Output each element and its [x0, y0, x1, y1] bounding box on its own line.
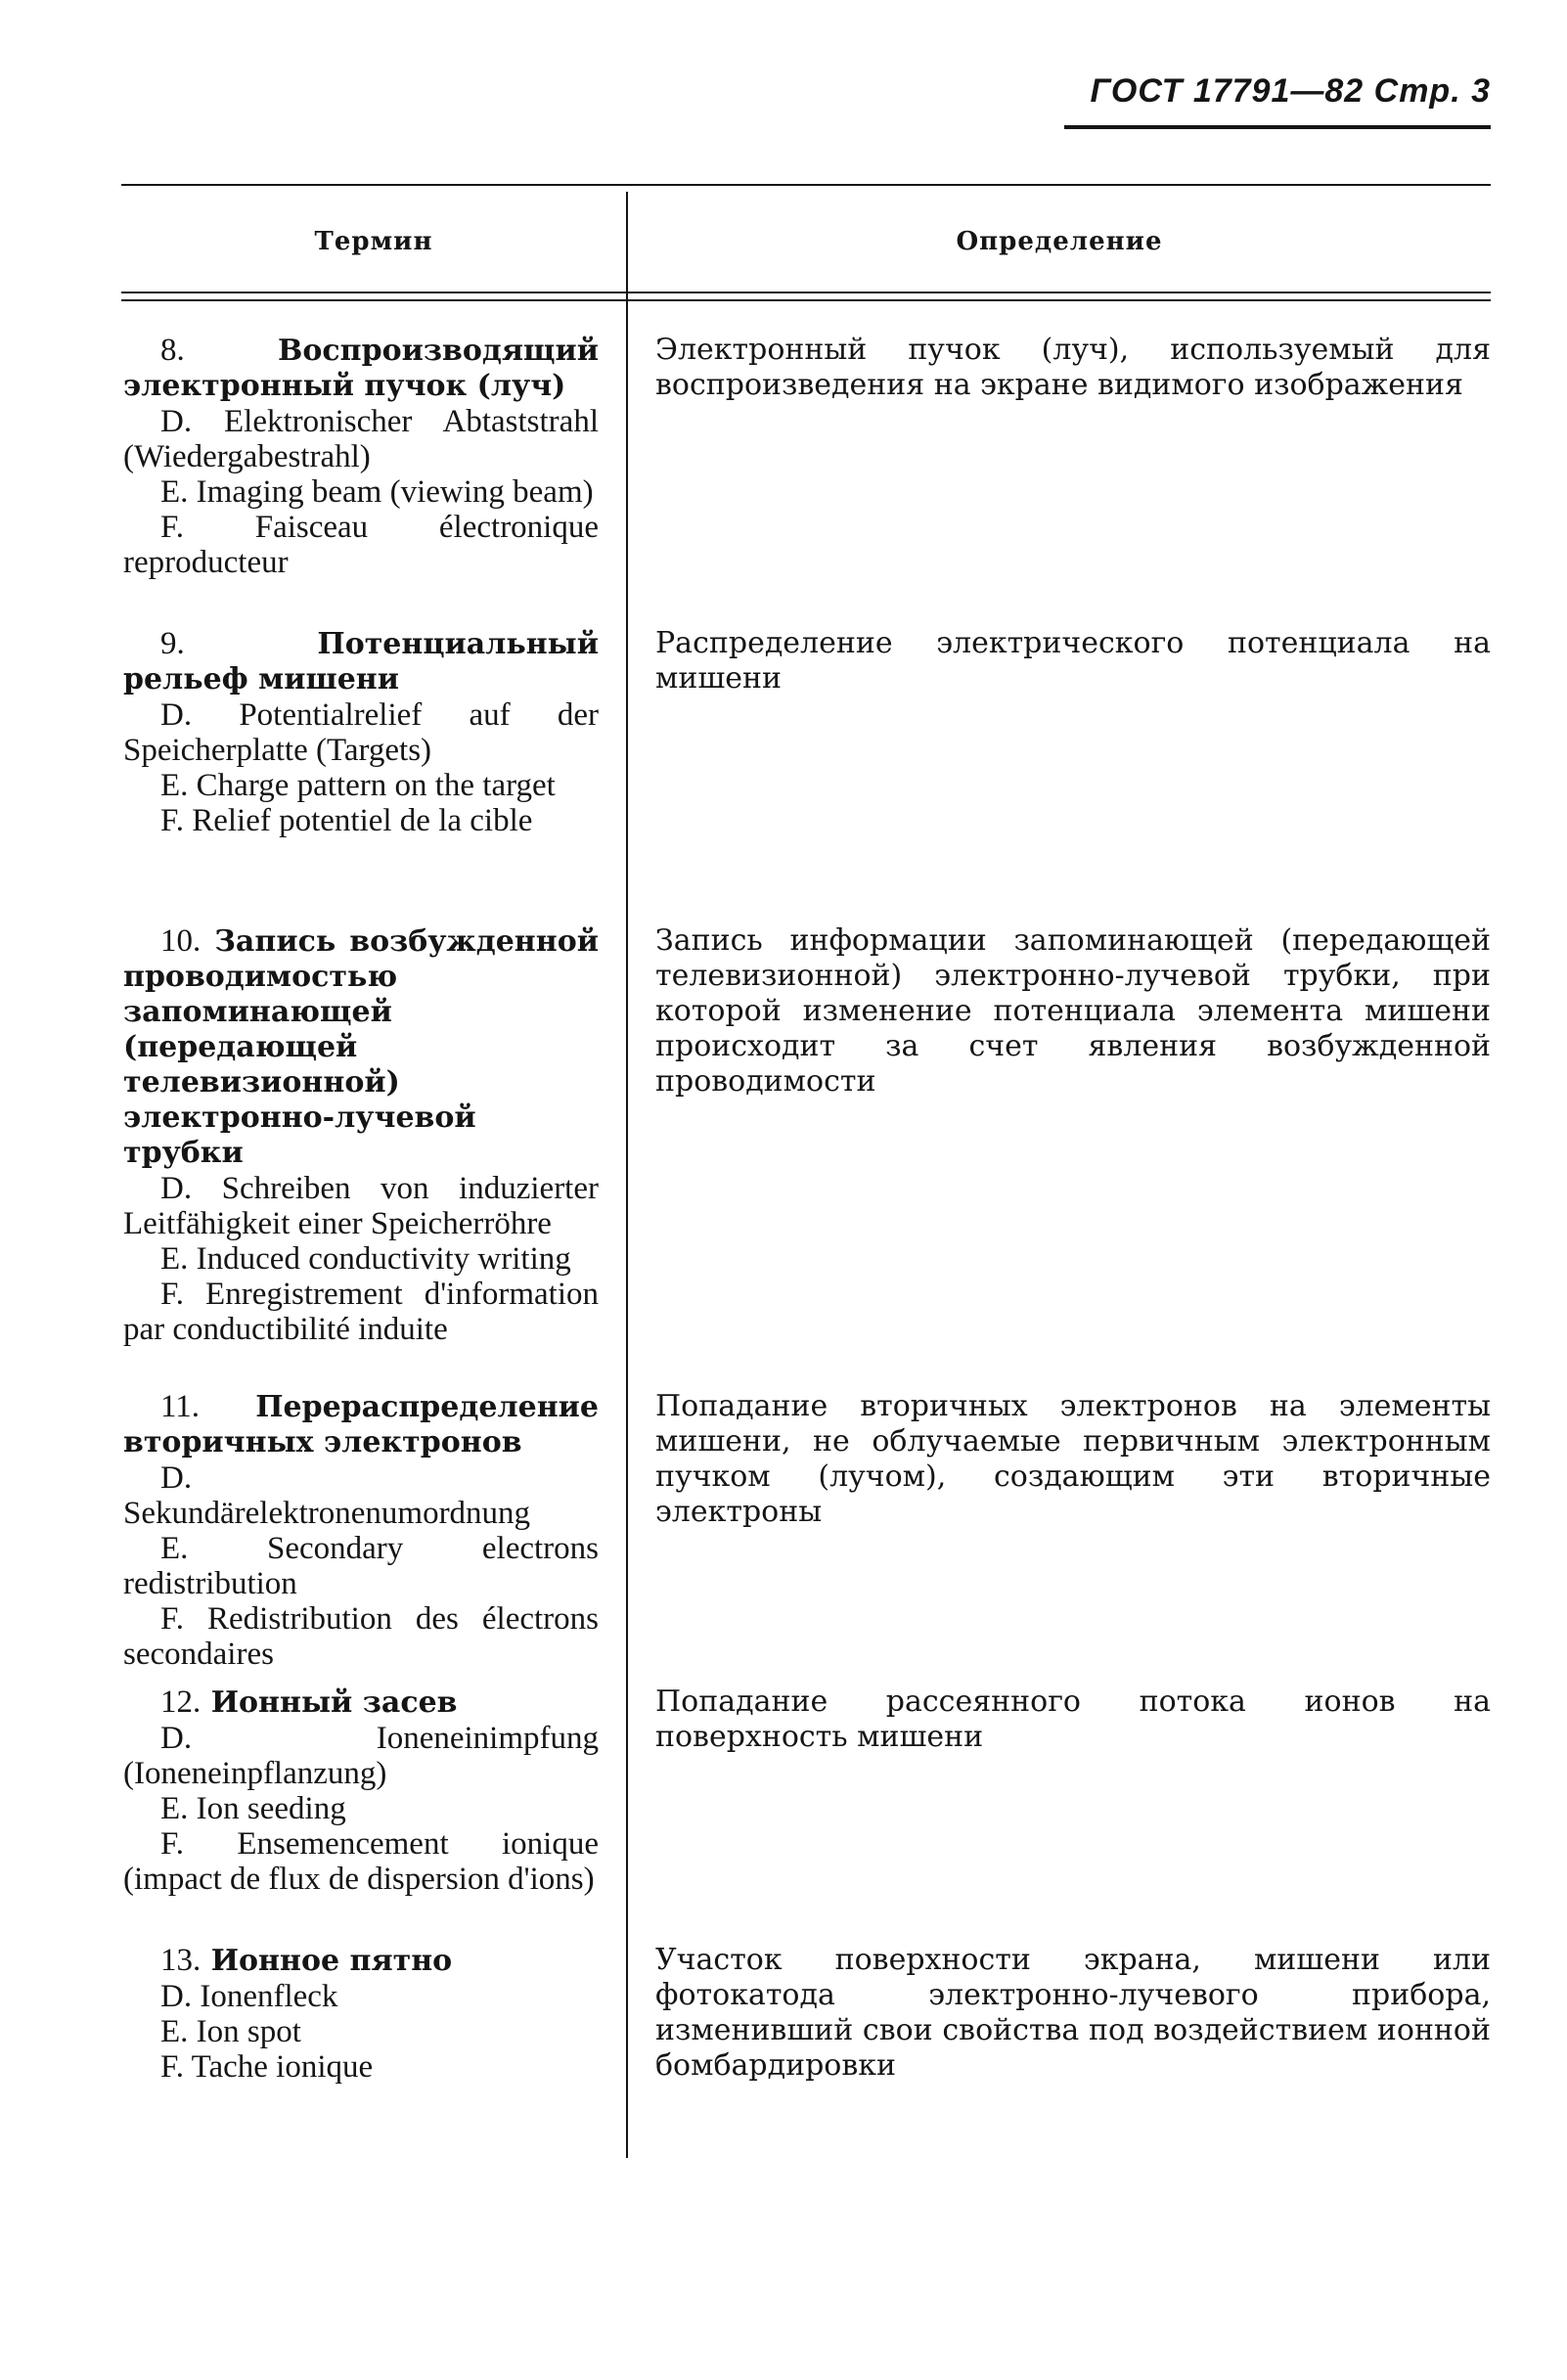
- definition-entry-8: Электронный пучок (луч), используемый для воспроизведения на экране видимого изображения: [655, 333, 1491, 402]
- definition-entry-12: Попадание рассеянного потока ионов на поверхность мишени: [655, 1684, 1491, 1754]
- term-french: F. Tache ionique: [160, 2049, 374, 2085]
- term-title: Перераспределение вторичных электронов: [123, 1390, 599, 1459]
- term-entry-12: [123, 1684, 599, 1897]
- term-entry-13: [123, 1943, 599, 2085]
- definition-entry-11: Попадание вторичных электронов на элементы мишени, не облучаемые первичным электронным пучком (лучом), создающим эти вторичные электроны: [655, 1389, 1491, 1529]
- term-number: 12.: [160, 1684, 201, 1720]
- term-title: Ионное пятно: [210, 1944, 453, 1978]
- definition-entry-9: Распределение электрического потенциала на мишени: [655, 626, 1491, 696]
- term-english: E. Ion spot: [160, 2014, 301, 2049]
- term-entry-8: [123, 333, 599, 580]
- term-english: E. Secondary electrons redistribution: [123, 1531, 599, 1601]
- term-title: Запись возбужденной проводимостью запоминающей (передающей телевизионной) электронно-лучевой трубки: [123, 924, 599, 1170]
- term-french: F. Enregistrement d'information par conductibilité induite: [123, 1277, 599, 1347]
- term-french: F. Faisceau électronique reproducteur: [123, 510, 599, 580]
- term-entry-9: [123, 626, 599, 838]
- term-english: E. Imaging beam (viewing beam): [160, 474, 594, 510]
- header-rule-upper: [121, 292, 1491, 293]
- table-top-rule: [121, 184, 1491, 186]
- term-title: Потенциальный рельеф мишени: [123, 627, 599, 696]
- term-french: F. Relief potentiel de la cible: [160, 803, 533, 838]
- term-french: F. Redistribution des électrons secondaires: [123, 1601, 599, 1672]
- term-entry-11: [123, 1389, 599, 1672]
- term-number: 11.: [160, 1389, 201, 1424]
- column-divider: [626, 192, 628, 2158]
- definition-entry-10: Запись информации запоминающей (передающей телевизионной) электронно-лучевой трубки, при которой изменение потенциала элемента мишени происходит за счет явления возбужденной проводимости: [655, 923, 1491, 1099]
- term-german: D. Ioneneinimpfung (Ioneneinpflanzung): [123, 1721, 599, 1791]
- column-header-definition: Определение: [956, 227, 1163, 256]
- term-title: Ионный засев: [210, 1685, 458, 1720]
- term-german: D. Sekundärelektronenumordnung: [123, 1460, 531, 1531]
- term-number: 13.: [160, 1943, 201, 1978]
- term-number: 10.: [160, 923, 201, 959]
- term-french: F. Ensemencement ionique (impact de flux de dispersion d'ions): [123, 1826, 599, 1897]
- term-german: D. Ionenfleck: [160, 1979, 338, 2014]
- term-german: D. Schreiben von induzierter Leitfähigkeit einer Speicherröhre: [123, 1171, 599, 1241]
- term-number: 8.: [160, 333, 185, 368]
- definition-entry-13: Участок поверхности экрана, мишени или фотокатода электронно-лучевого прибора, изменивший свои свойства под воздействием ионной бомбардировки: [655, 1943, 1491, 2083]
- term-english: E. Charge pattern on the target: [160, 768, 556, 803]
- term-entry-10: [123, 923, 599, 1347]
- term-number: 9.: [160, 626, 185, 661]
- page-header: ГОСТ 17791—82 Стр. 3: [1090, 72, 1491, 110]
- header-rule-lower: [121, 299, 1491, 301]
- term-title: Воспроизводящий электронный пучок (луч): [123, 334, 599, 403]
- term-german: D. Potentialrelief auf der Speicherplatte (Targets): [123, 697, 599, 768]
- term-german: D. Elektronischer Abtaststrahl (Wiedergabestrahl): [123, 404, 599, 474]
- column-header-term: Термин: [314, 227, 433, 256]
- header-rule: [1064, 125, 1491, 129]
- term-english: E. Induced conductivity writing: [160, 1241, 571, 1277]
- term-english: E. Ion seeding: [160, 1791, 346, 1826]
